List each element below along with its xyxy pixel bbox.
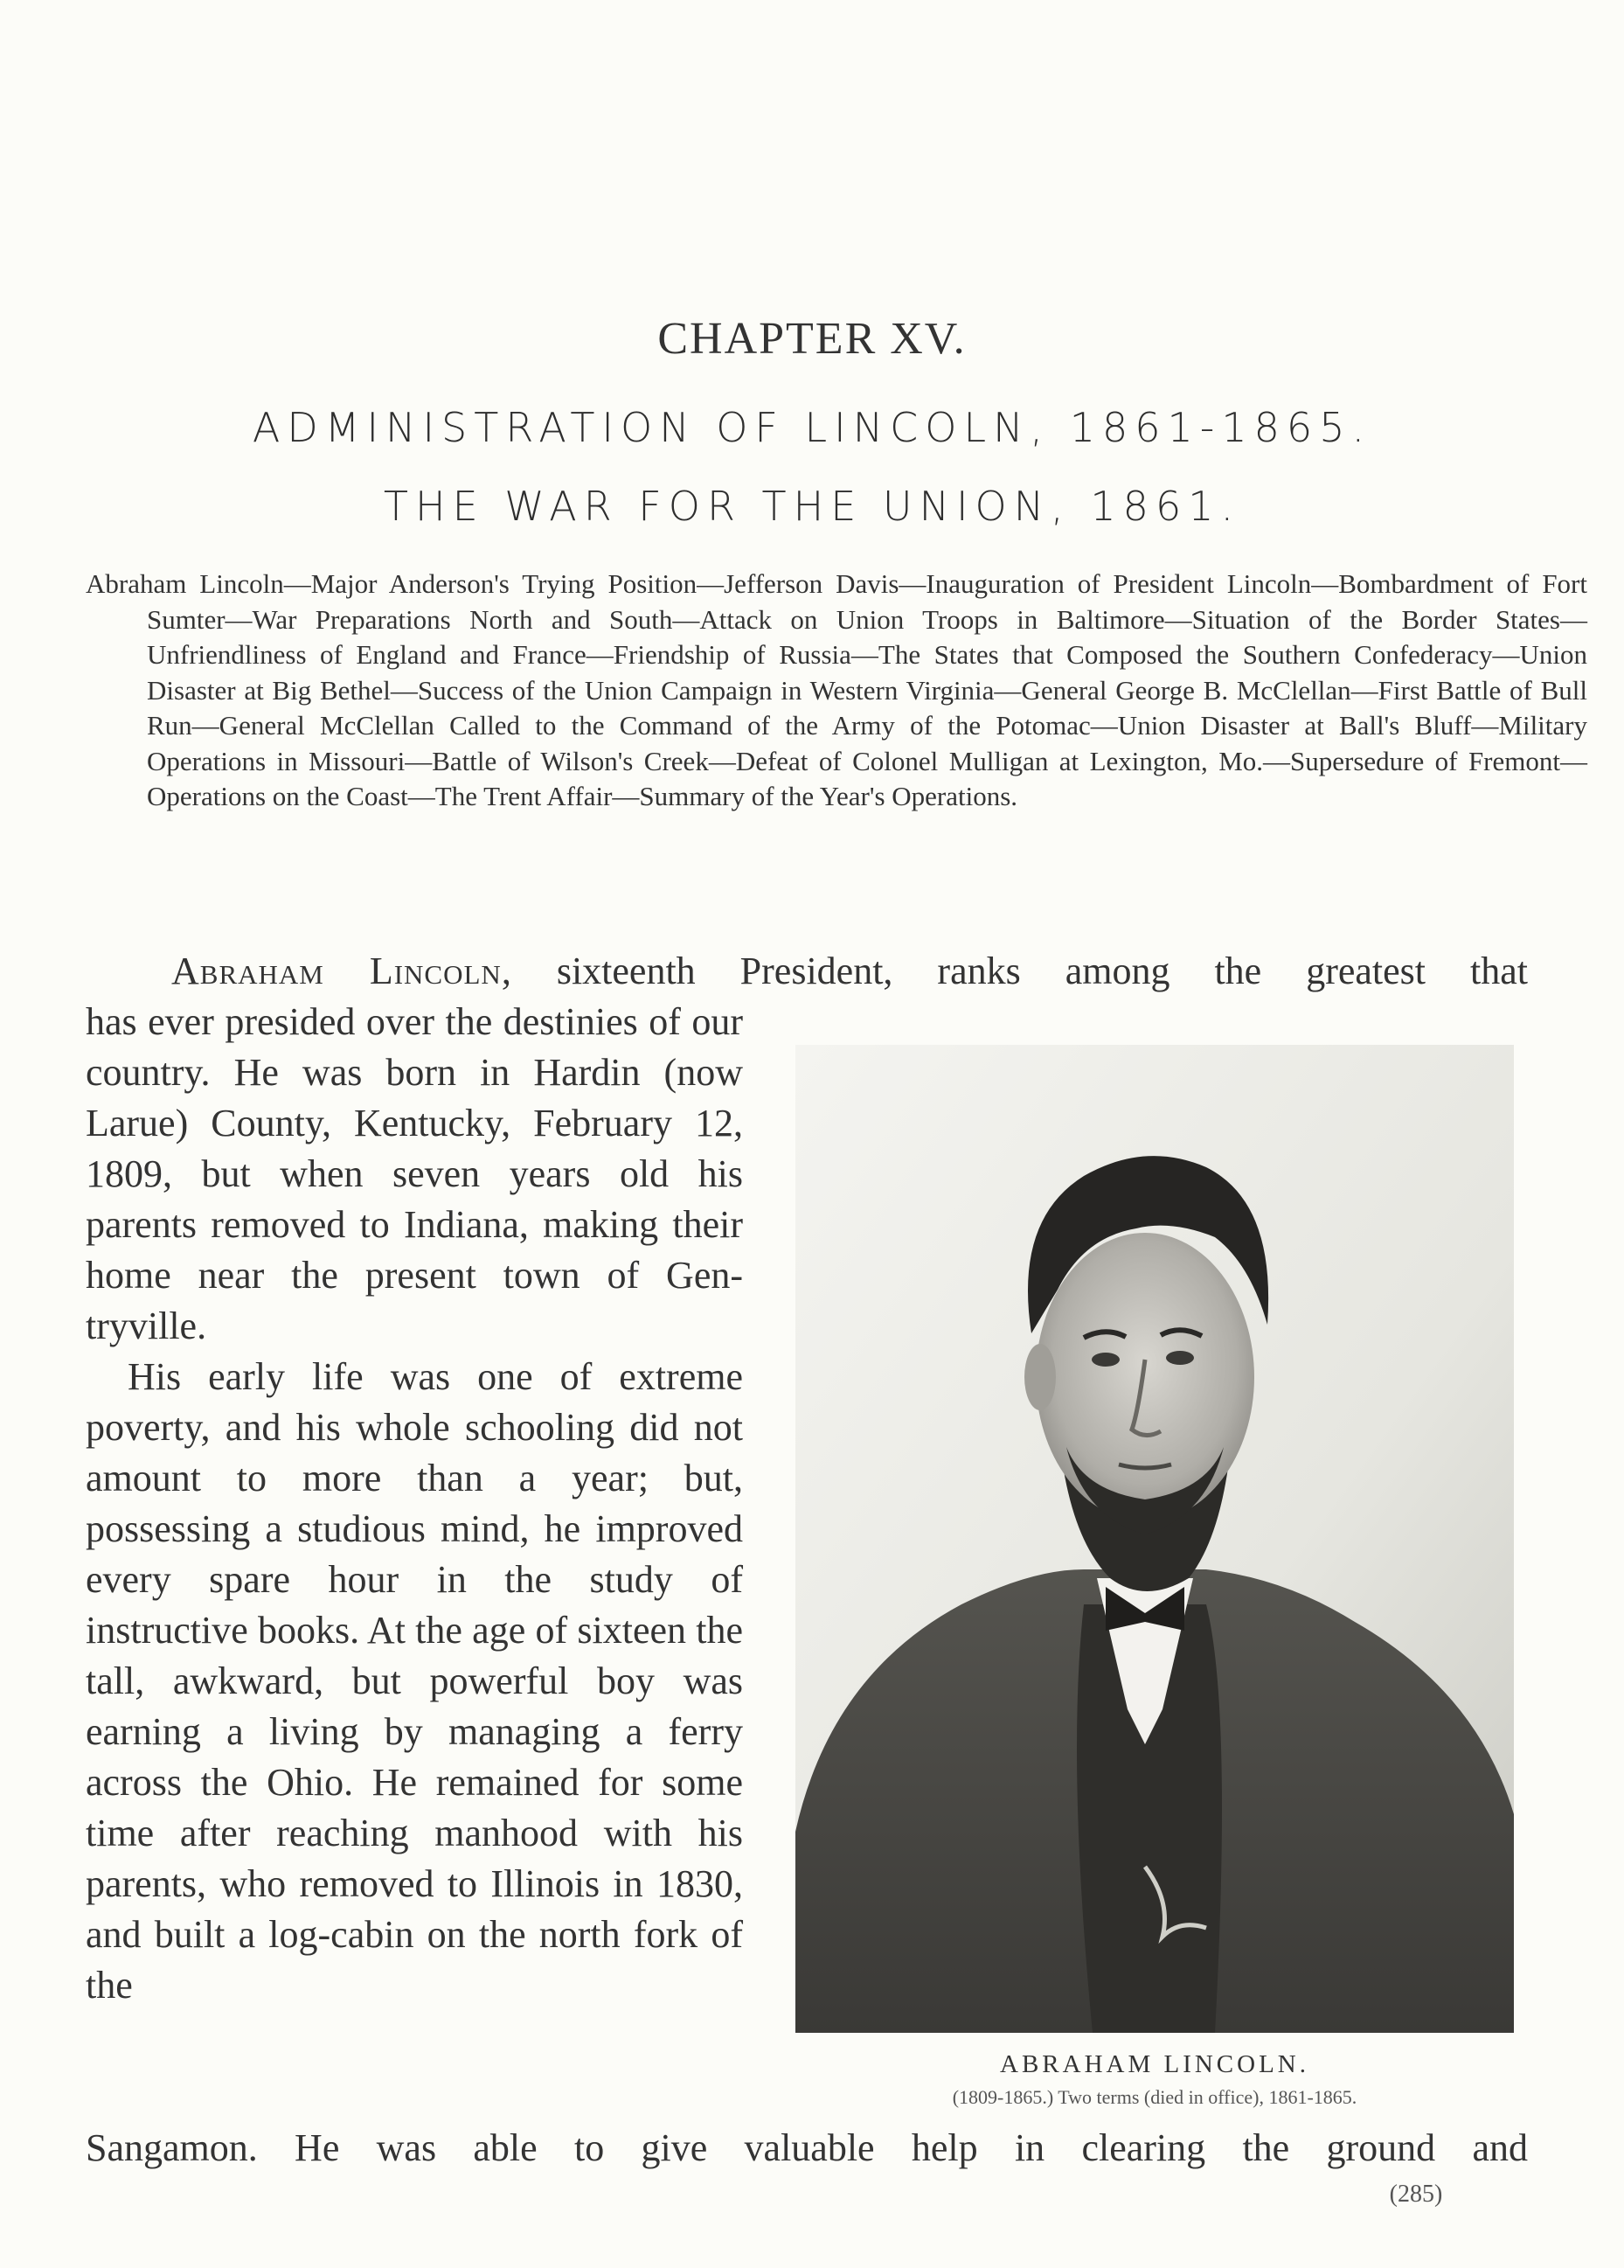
page-number: (285) xyxy=(1389,2181,1443,2208)
lead-rest: sixteenth President, ranks among the greatest that xyxy=(511,950,1528,992)
lead-name: Abraham Lincoln, xyxy=(171,950,512,992)
chapter-synopsis: Abraham Lincoln—Major Anderson's Trying Position—Jefferson Davis—Inauguration of President Lincoln—Bombardment of Fort Sumter—War Preparations North and South—Attack on Union Troops in Baltimore—Situation of the Border States—Unfriendliness of England and France—Friendship of Russia—The States that Composed the Southern Confederacy—Union Disaster at Big Bethel—Success of the Union Campaign in Western Virginia—General George B. McClellan—First Battle of Bull Run—General McClellan Called to the Command of the Army of the Potomac—Union Disaster at Ball's Bluff—Military Operations in Missouri—Battle of Wilson's Creek—Defeat of Colonel Mulligan at Lexington, Mo.—Supersedure of Fremont—Operations on the Coast—The Trent Affair—Summary of the Year's Operations. xyxy=(86,568,1587,811)
text-column xyxy=(86,997,743,2011)
paragraph-2: His early life was one of extreme poverty, and his whole schooling did not amount to more than a year; but, possessing a studious mind, he improved every spare hour in the study of instructive books. At the age of sixteen the tall, awkward, but powerful boy was earning a living by managing a ferry across the Ohio. He remained for some time after reaching manhood with his parents, who removed to Illinois in 1830, and built a log-cabin on the north fork of the xyxy=(86,1355,743,2007)
lincoln-portrait xyxy=(795,1045,1514,2033)
chapter-title: ADMINISTRATION OF LINCOLN, 1861-1865. xyxy=(252,404,1372,451)
chapter-subtitle: THE WAR FOR THE UNION, 1861. xyxy=(383,483,1241,530)
figure-caption-subtitle: (1809-1865.) Two terms (died in office), 1861-1865. xyxy=(952,2086,1357,2108)
opening-line-text xyxy=(86,946,1528,997)
figure-caption-title: ABRAHAM LINCOLN. xyxy=(1000,2050,1309,2078)
paragraph-tail-line: Sangamon. He was able to give valuable help in clearing the ground and xyxy=(86,2126,1528,2169)
portrait-engraving xyxy=(795,1045,1514,2033)
paragraph-1: has ever presided over the destinies of our country. He was born in Hardin (now Larue) County, Kentucky, February 12, 1809, but when seven years old his parents removed to Indiana, making their home near the present town of Gentryville. xyxy=(86,1000,743,1347)
chapter-number: CHAPTER XV. xyxy=(657,314,967,364)
opening-line xyxy=(86,946,1528,997)
